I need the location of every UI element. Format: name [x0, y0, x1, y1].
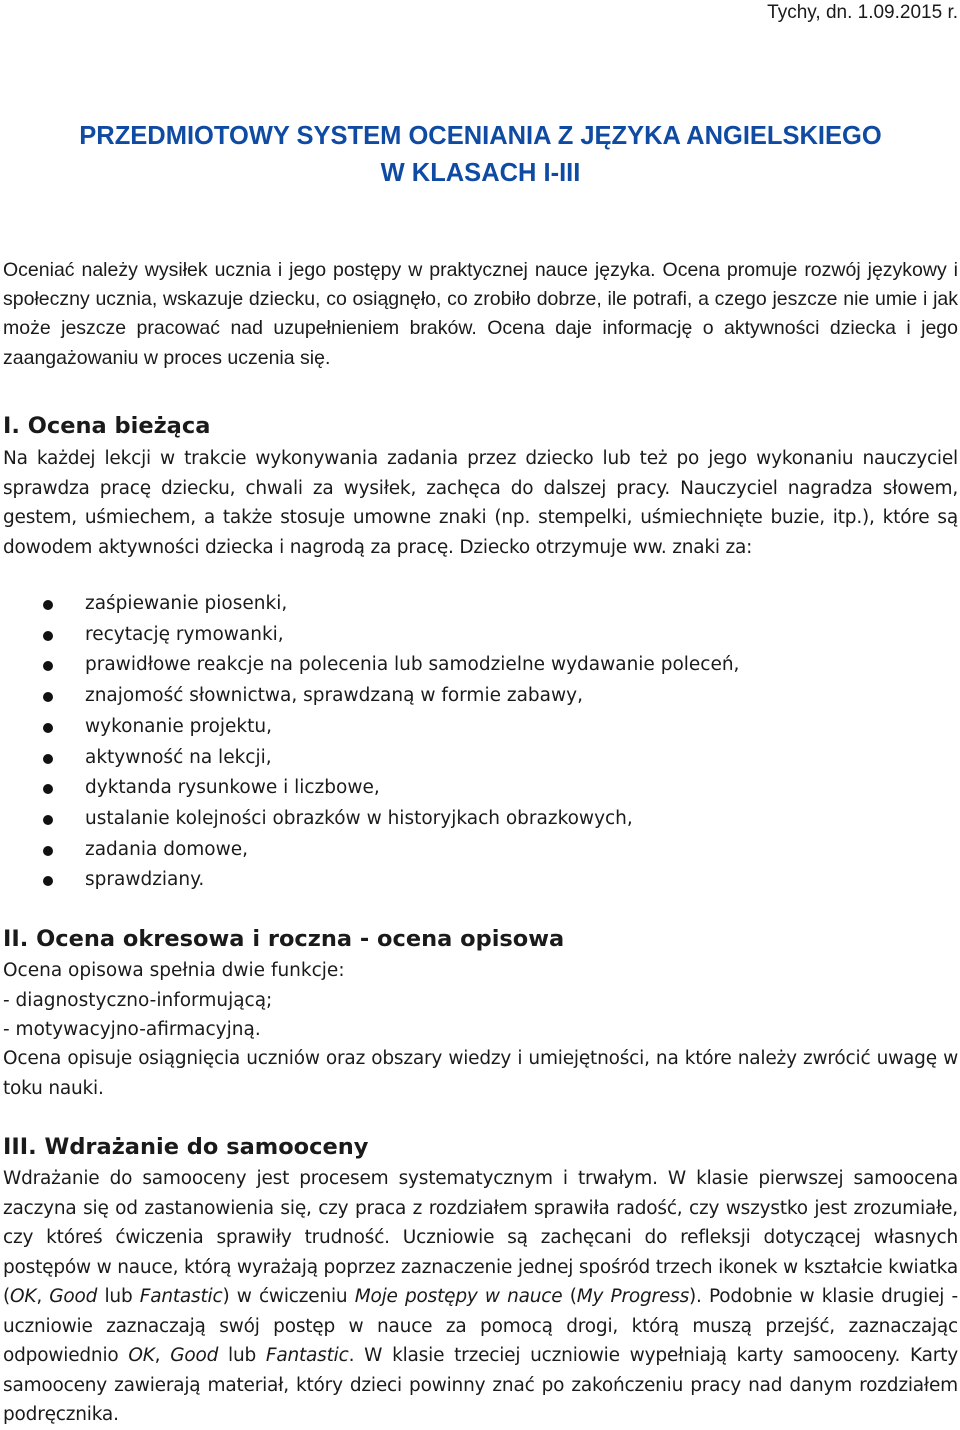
italic-run: Good — [170, 1345, 219, 1366]
bullet-icon — [43, 876, 53, 886]
list-item-text: zaśpiewanie piosenki, — [85, 593, 288, 614]
bullet-icon — [43, 846, 53, 856]
intro-run: Oceniać należy wysiłek ucznia i jego postępy w praktycznej nauce języka. Ocena promuje rozwój językowy i społeczny ucznia, wskazuje dziecku, co osiągnęło, co zrobiło dobrze, ile potrafi, a czego jeszcze nie umie i jak może jeszcze pracować nad uzupełnieniem braków. — [3, 259, 958, 340]
section-2-lines — [3, 956, 958, 1045]
section-2-closing: Ocena opisuje osiągnięcia uczniów oraz obszary wiedzy i umiejętności, na które należy zwrócić uwagę w toku nauki. — [3, 1048, 958, 1099]
list-item-text: znajomość słownictwa, sprawdzaną w formie zabawy, — [85, 685, 583, 707]
section-3-heading: III. Wdrażanie do samooceny — [3, 1134, 369, 1160]
bullet-icon — [43, 692, 53, 702]
list-item — [3, 681, 958, 712]
text-run: lub — [97, 1286, 140, 1307]
text-run: Wdrażanie do samooceny jest procesem systematycznym i trwałym. W klasie pierwszej samoocena zaczyna się od zastanowienia się, czy praca z rozdziałem sprawiła radość, czy wszystko jest zrozumiałe, czy któreś ćwiczenia sprawiły trudność. Uczniowie są zachęcani do refleksji dotyczącej własnych postępów w nauce, którą wyrażają poprzez zaznaczenie jednej spośród trzech ikonek w kształcie kwiatka ( — [3, 1168, 958, 1307]
bullet-icon — [43, 600, 53, 610]
section-2-heading: II. Ocena okresowa i roczna - ocena opisowa — [3, 926, 565, 952]
title-line-1: PRZEDMIOTOWY SYSTEM OCENIANIA Z JĘZYKA ANGIELSKIEGO — [79, 122, 882, 150]
list-item-text: prawidłowe reakcje na polecenia lub samodzielne wydawanie poleceń, — [85, 654, 740, 676]
list-item — [3, 712, 958, 743]
italic-run: Moje postępy w nauce — [354, 1286, 563, 1307]
italic-run: OK — [128, 1345, 155, 1366]
list-item — [3, 773, 958, 804]
list-item-text: ustalanie kolejności obrazków w historyjkach obrazkowych, — [85, 807, 633, 829]
document-title — [3, 118, 958, 192]
list-item-text: recytację rymowanki, — [85, 623, 284, 645]
text-run: ). Podobnie w klasie drugiej - uczniowie zaznaczają swój postęp w nauce za pomocą drogi, którą muszą przejść, zaznaczając odpowiednio — [3, 1286, 958, 1366]
bullet-icon — [43, 754, 53, 764]
bullet-icon — [43, 631, 53, 641]
section-1-bullet-list — [3, 589, 958, 896]
list-item-text: wykonanie projektu, — [85, 715, 272, 737]
date-line: Tychy, dn. 1.09.2015 r. — [767, 2, 958, 23]
text-run: , — [154, 1345, 171, 1366]
list-item-text: dyktanda rysunkowe i liczbowe, — [85, 777, 380, 799]
list-item-text: aktywność na lekcji, — [85, 746, 272, 768]
section-2-line: - diagnostyczno-informującą; — [3, 989, 273, 1011]
list-item — [3, 804, 958, 835]
text-run: ( — [562, 1286, 577, 1307]
list-item — [3, 743, 958, 774]
section-2-line: Ocena opisowa spełnia dwie funkcje: — [3, 960, 345, 981]
italic-run: Fantastic — [265, 1345, 349, 1366]
list-item — [3, 650, 958, 681]
text-run: lub — [218, 1345, 266, 1366]
bullet-icon — [43, 815, 53, 825]
list-item-text: sprawdziany. — [85, 869, 205, 891]
list-item — [3, 865, 958, 896]
list-item — [3, 620, 958, 651]
italic-run: Good — [49, 1286, 98, 1307]
intro-paragraph — [3, 256, 958, 373]
bullet-icon — [43, 661, 53, 671]
bullet-icon — [43, 723, 53, 733]
bullet-icon — [43, 784, 53, 794]
section-1-run: Na każdej lekcji w trakcie wykonywania zadania przez dziecko lub też po jego wykonaniu nauczyciel sprawdza pracę dziecku, chwali za wysiłek, zachęca do dalszej pracy. Nauczyciel nagradza słowem, gestem, uśmiechem, a także stosuje umowne znaki (np. stempelki, uśmiechnięte buzie, itp.), które są dowodem aktywności dziecka i nagrodą za pracę. Dziecko otrzymuje ww. znaki za: — [3, 448, 958, 558]
list-item-text: zadania domowe, — [85, 838, 249, 860]
section-2-line: - motywacyjno-afirmacyjną. — [3, 1019, 261, 1040]
section-1-paragraph — [3, 444, 958, 562]
list-item — [3, 589, 958, 620]
text-run: ) w ćwiczeniu — [222, 1286, 355, 1307]
italic-run: My Progress — [576, 1286, 690, 1307]
text-run: , — [36, 1286, 50, 1307]
list-item — [3, 835, 958, 866]
italic-run: OK — [10, 1286, 37, 1307]
intro-run: Ocena daje informację o aktywności dziecka i jego zaangażowaniu w proces uczenia się. — [3, 317, 958, 369]
section-1-heading: I. Ocena bieżąca — [3, 413, 211, 439]
italic-run: Fantastic — [139, 1286, 223, 1307]
section-3-paragraph — [3, 1164, 958, 1430]
title-line-2: W KLASACH I-III — [380, 159, 581, 187]
text-run: . W klasie trzeciej uczniowie wypełniają karty samooceny. Karty samooceny zawierają materiał, który dzieci powinny znać po zakończeniu pracy nad danym rozdziałem podręcznika. — [3, 1345, 958, 1425]
